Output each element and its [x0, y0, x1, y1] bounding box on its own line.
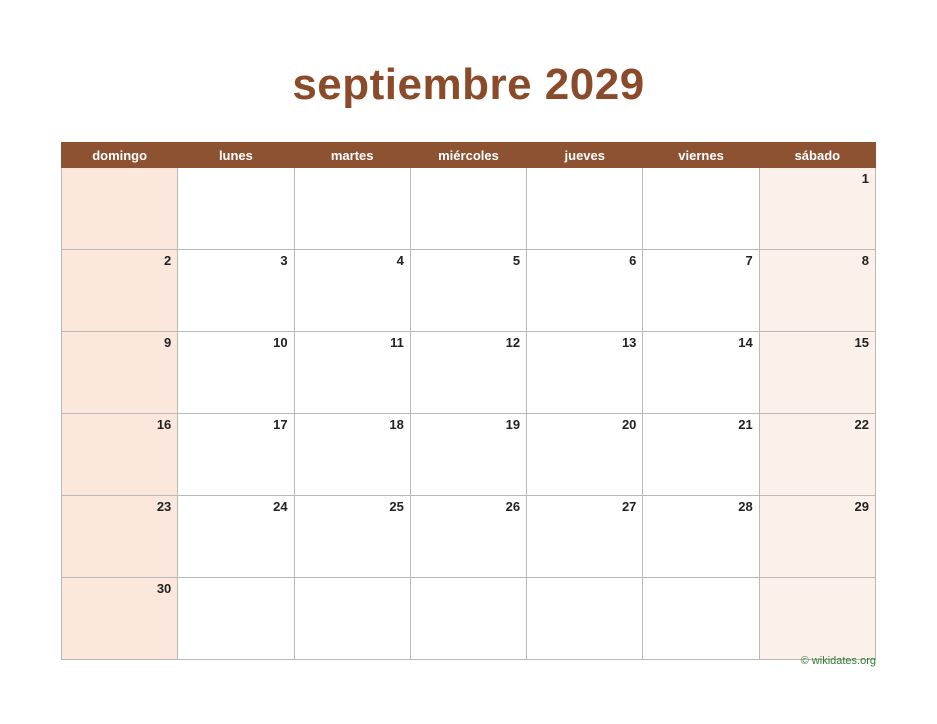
page-title: septiembre 2029 — [292, 60, 645, 109]
weekday-header-tuesday: martes — [294, 143, 410, 168]
month-calendar — [61, 142, 876, 660]
day-cell: 13 — [527, 332, 643, 414]
calendar-week-row — [62, 414, 876, 496]
day-cell: 10 — [178, 332, 294, 414]
day-cell: 2 — [62, 250, 178, 332]
day-cell: 25 — [294, 496, 410, 578]
weekday-header-saturday: sábado — [759, 143, 875, 168]
day-cell: 27 — [527, 496, 643, 578]
calendar-week-row — [62, 578, 876, 660]
day-cell: 9 — [62, 332, 178, 414]
calendar-week-row — [62, 496, 876, 578]
day-cell — [178, 168, 294, 250]
day-cell — [527, 168, 643, 250]
day-cell: 30 — [62, 578, 178, 660]
day-cell: 24 — [178, 496, 294, 578]
day-cell: 21 — [643, 414, 759, 496]
day-cell: 20 — [527, 414, 643, 496]
day-cell: 12 — [410, 332, 526, 414]
day-cell: 28 — [643, 496, 759, 578]
day-cell — [643, 168, 759, 250]
calendar-week-row — [62, 332, 876, 414]
weekday-header-thursday: jueves — [527, 143, 643, 168]
day-cell: 6 — [527, 250, 643, 332]
weekday-header-sunday: domingo — [62, 143, 178, 168]
weekday-header-monday: lunes — [178, 143, 294, 168]
day-cell: 8 — [759, 250, 875, 332]
calendar-week-row — [62, 168, 876, 250]
day-cell: 3 — [178, 250, 294, 332]
day-cell: 5 — [410, 250, 526, 332]
day-cell: 22 — [759, 414, 875, 496]
day-cell — [643, 578, 759, 660]
day-cell — [294, 168, 410, 250]
day-cell — [62, 168, 178, 250]
day-cell — [178, 578, 294, 660]
weekday-header-wednesday: miércoles — [410, 143, 526, 168]
day-cell — [410, 168, 526, 250]
day-cell: 11 — [294, 332, 410, 414]
day-cell: 4 — [294, 250, 410, 332]
day-cell: 16 — [62, 414, 178, 496]
day-cell — [410, 578, 526, 660]
day-cell — [759, 578, 875, 660]
calendar-week-row — [62, 250, 876, 332]
day-cell: 7 — [643, 250, 759, 332]
day-cell: 26 — [410, 496, 526, 578]
day-cell: 17 — [178, 414, 294, 496]
day-cell: 19 — [410, 414, 526, 496]
day-cell: 14 — [643, 332, 759, 414]
weekday-header-row — [62, 143, 876, 168]
day-cell: 29 — [759, 496, 875, 578]
weekday-header-friday: viernes — [643, 143, 759, 168]
day-cell: 23 — [62, 496, 178, 578]
site-credit: © wikidates.org — [800, 655, 876, 667]
day-cell — [527, 578, 643, 660]
day-cell — [294, 578, 410, 660]
day-cell: 18 — [294, 414, 410, 496]
day-cell: 15 — [759, 332, 875, 414]
day-cell: 1 — [759, 168, 875, 250]
